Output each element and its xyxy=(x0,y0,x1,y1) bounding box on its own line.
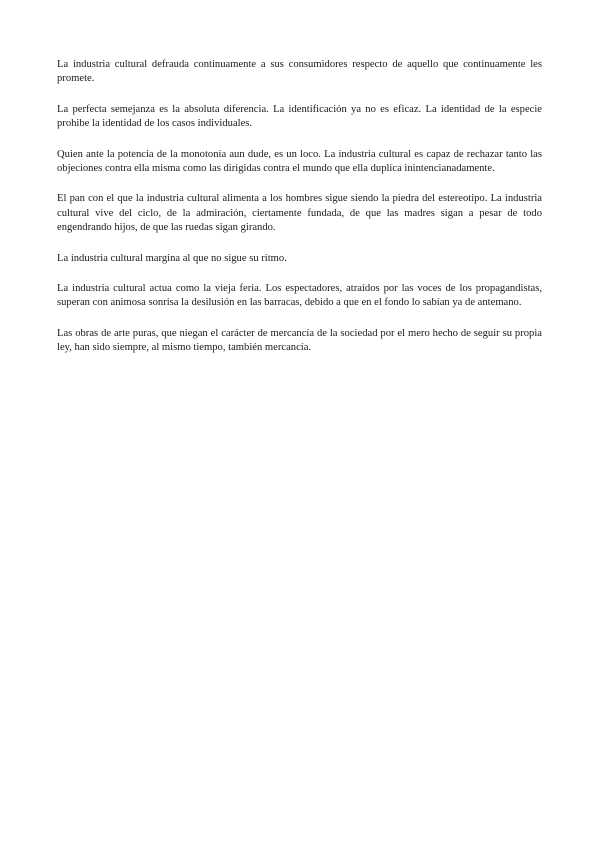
document-body xyxy=(57,58,542,372)
paragraph-1: La industria cultural defrauda continuamente a sus consumidores respecto de aquello que continuamente les promete. xyxy=(57,59,542,85)
paragraph-2: La perfecta semejanza es la absoluta diferencia. La identificación ya no es eficaz. La identidad de la especie prohibe la identidad de los casos individuales. xyxy=(57,103,542,130)
paragraph-6: La industria cultural actua como la vieja feria. Los espectadores, atraídos por las voces de los propagandistas, superan con animosa sonrisa la desilusión en las barracas, debido a que en el fondo lo sabían ya de antemano. xyxy=(57,283,542,309)
paragraph-5: La industria cultural margina al que no sigue su ritmo. xyxy=(57,252,287,264)
paragraph-3: Quien ante la potencia de la monotonía aun dude, es un loco. La industria cultural es capaz de rechazar tanto las objeciones contra ella misma como las dirigidas contra el mundo que ella duplica inintencianadamente. xyxy=(57,148,542,175)
paragraph-4: El pan con el que la industria cultural alimenta a los hombres sigue siendo la piedra del estereotipo. La industria cultural vive del ciclo, de la admiración, ciertamente fundada, de que las madres sigan a pesar de todo engendrando hijos, de que las ruedas sigan girando. xyxy=(57,193,542,234)
paragraph-7: Las obras de arte puras, que niegan el carácter de mercancía de la sociedad por el mero hecho de seguir su propia ley, han sido siempre, al mismo tiempo, también mercancía. xyxy=(57,327,542,354)
